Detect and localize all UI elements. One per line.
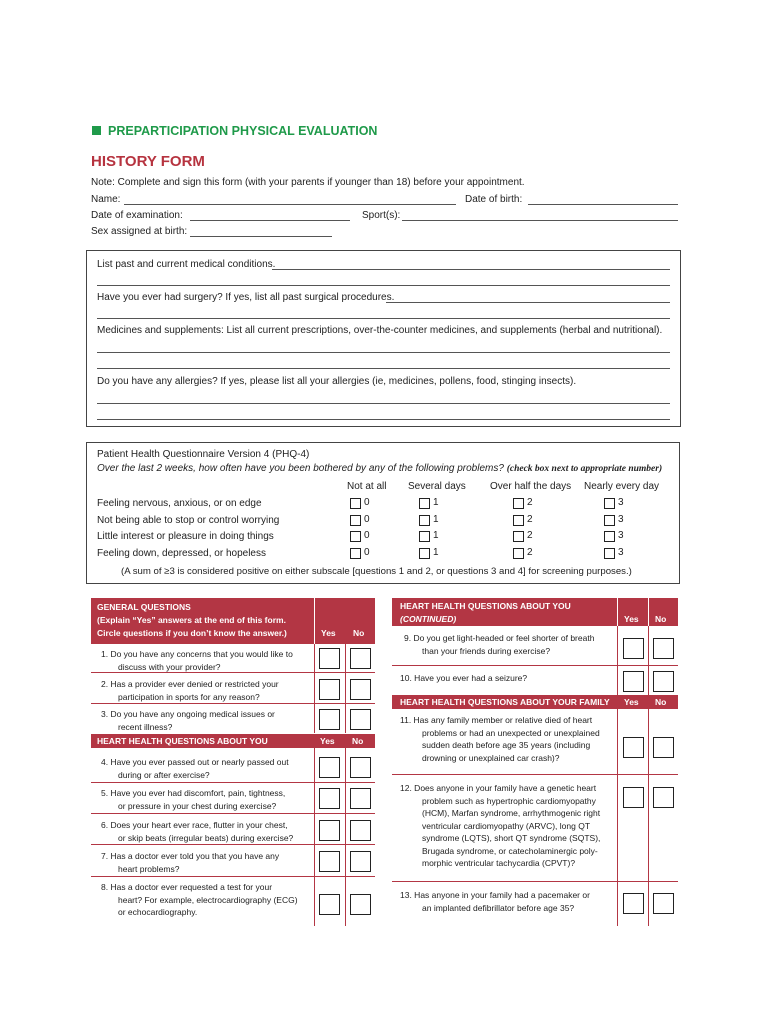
medicines-line-1[interactable] <box>97 352 670 353</box>
question-5-line-a: 5. Have you ever had discomfort, pain, tightness, <box>101 788 286 798</box>
general-questions-title: GENERAL QUESTIONS <box>97 602 191 612</box>
phq4-item-1: Feeling nervous, anxious, or on edge <box>97 498 262 509</box>
phq4-item-1-option-3[interactable] <box>604 498 615 509</box>
allergies-line-1[interactable] <box>97 403 670 404</box>
surgery-label: Have you ever had surgery? If yes, list all past surgical procedures. <box>97 292 395 303</box>
question-12-line-e: syndrome (LQTS), short QT syndrome (SQTS), <box>422 833 601 843</box>
phq4-item-3-option-1[interactable] <box>419 531 430 542</box>
question-13-line-b: an implanted defibrillator before age 35? <box>422 902 575 913</box>
general-questions-circle: Circle questions if you don’t know the answer.) <box>97 628 287 638</box>
phq4-option-label: 3 <box>618 497 624 508</box>
general-questions-table <box>91 598 375 926</box>
medicines-line-2[interactable] <box>97 368 670 369</box>
question-5-yes-checkbox[interactable] <box>319 788 340 809</box>
question-9 <box>404 632 594 657</box>
phq4-instruction: (check box next to appropriate number) <box>506 464 663 474</box>
row-divider <box>91 844 375 845</box>
question-2-line-b: participation in sports for any reason? <box>118 691 260 702</box>
question-12-no-checkbox[interactable] <box>653 787 674 808</box>
question-7-yes-checkbox[interactable] <box>319 851 340 872</box>
phq4-item-4-option-2[interactable] <box>513 548 524 559</box>
question-11-no-checkbox[interactable] <box>653 737 674 758</box>
question-11-line-c: sudden death before age 35 years (including <box>422 740 591 750</box>
row-divider <box>91 876 375 877</box>
phq4-option-label: 0 <box>364 497 370 508</box>
yes-column-header: Yes <box>624 614 639 624</box>
phq4-col-not-at-all: Not at all <box>347 481 387 492</box>
question-8-line-c: or echocardiography. <box>118 907 198 917</box>
heart-health-table <box>392 598 678 926</box>
question-8-yes-checkbox[interactable] <box>319 894 340 915</box>
question-7 <box>101 850 279 875</box>
phq4-option-label: 1 <box>433 530 439 541</box>
question-4 <box>101 756 289 781</box>
question-12-line-d: ventricular cardiomyopathy (ARVC), long QT <box>422 820 591 831</box>
phq4-option-label: 1 <box>433 497 439 508</box>
question-4-yes-checkbox[interactable] <box>319 757 340 778</box>
question-3-no-checkbox[interactable] <box>350 709 371 730</box>
exam-date-field[interactable] <box>190 220 350 221</box>
phq4-option-label: 1 <box>433 547 439 558</box>
phq4-item-1-option-0[interactable] <box>350 498 361 509</box>
question-3-line-a: 3. Do you have any ongoing medical issues or <box>101 709 275 719</box>
phq4-col-nearly-every-day: Nearly every day <box>584 481 660 492</box>
row-divider <box>392 881 678 882</box>
phq4-option-label: 3 <box>618 547 624 558</box>
phq4-item-2-option-2[interactable] <box>513 515 524 526</box>
question-12-line-f: Brugada syndrome, or catecholaminergic poly- <box>422 845 598 856</box>
phq4-option-label: 1 <box>433 514 439 525</box>
question-9-line-b: than your friends during exercise? <box>422 645 551 656</box>
surgery-line-2[interactable] <box>97 318 670 319</box>
phq4-item-4-option-3[interactable] <box>604 548 615 559</box>
heart-health-continued-label: (CONTINUED) <box>400 614 457 624</box>
column-divider <box>648 626 649 695</box>
question-6-no-checkbox[interactable] <box>350 820 371 841</box>
question-4-line-b: during or after exercise? <box>118 769 210 780</box>
heart-health-title: HEART HEALTH QUESTIONS ABOUT YOU <box>97 736 268 746</box>
question-4-line-a: 4. Have you ever passed out or nearly passed out <box>101 757 289 767</box>
phq4-prompt-text: Over the last 2 weeks, how often have you been bothered by any of the following problems? <box>97 463 504 474</box>
name-label: Name: <box>91 194 121 205</box>
medicines-label: Medicines and supplements: List all current prescriptions, over-the-counter medicines, and supplements (herbal and nutritional). <box>97 325 663 336</box>
phq4-option-label: 3 <box>618 530 624 541</box>
yes-column-header: Yes <box>624 697 639 707</box>
question-11-line-a: 11. Has any family member or relative died of heart <box>400 715 593 725</box>
question-12 <box>400 782 600 870</box>
column-divider <box>648 709 649 926</box>
question-1-line-a: 1. Do you have any concerns that you would like to <box>101 649 293 659</box>
phq4-prompt <box>97 463 662 475</box>
question-13-no-checkbox[interactable] <box>653 893 674 914</box>
section-title: PREPARTICIPATION PHYSICAL EVALUATION <box>108 124 378 138</box>
question-10-yes-checkbox[interactable] <box>623 671 644 692</box>
family-heart-health-title: HEART HEALTH QUESTIONS ABOUT YOUR FAMILY <box>400 697 610 707</box>
question-8-line-b: heart? For example, electrocardiography (ECG) <box>118 894 298 905</box>
question-2-yes-checkbox[interactable] <box>319 679 340 700</box>
question-6-line-b: or skip beats (irregular beats) during exercise? <box>118 832 294 843</box>
question-1-yes-checkbox[interactable] <box>319 648 340 669</box>
question-11-yes-checkbox[interactable] <box>623 737 644 758</box>
sports-field[interactable] <box>402 220 678 221</box>
question-7-no-checkbox[interactable] <box>350 851 371 872</box>
question-6 <box>101 819 293 844</box>
form-title: HISTORY FORM <box>91 153 205 170</box>
yes-column-header: Yes <box>321 628 336 638</box>
question-5 <box>101 787 285 812</box>
column-divider <box>617 626 618 695</box>
question-9-no-checkbox[interactable] <box>653 638 674 659</box>
question-11 <box>400 714 600 764</box>
question-12-line-c: (HCM), Marfan syndrome, arrhythmogenic right <box>422 808 601 818</box>
sports-label: Sport(s): <box>362 210 401 221</box>
no-column-header: No <box>655 614 667 624</box>
general-questions-explain: (Explain “Yes” answers at the end of this form. <box>97 615 286 625</box>
phq4-option-label: 2 <box>527 530 533 541</box>
sex-label: Sex assigned at birth: <box>91 226 188 237</box>
family-heart-health-header <box>392 695 678 709</box>
question-2 <box>101 678 279 703</box>
phq4-item-1-option-2[interactable] <box>513 498 524 509</box>
no-column-header: No <box>352 736 364 746</box>
question-2-line-a: 2. Has a provider ever denied or restricted your <box>101 679 279 689</box>
phq4-option-label: 2 <box>527 547 533 558</box>
conditions-line-2[interactable] <box>97 285 670 286</box>
conditions-label: List past and current medical conditions. <box>97 259 276 270</box>
no-column-header: No <box>655 697 667 707</box>
question-13-yes-checkbox[interactable] <box>623 893 644 914</box>
question-10-no-checkbox[interactable] <box>653 671 674 692</box>
phq4-item-4: Feeling down, depressed, or hopeless <box>97 548 266 559</box>
phq4-item-2-option-1[interactable] <box>419 515 430 526</box>
phq4-item-1-option-1[interactable] <box>419 498 430 509</box>
question-3-line-b: recent illness? <box>118 721 173 732</box>
question-9-line-a: 9. Do you get light-headed or feel shorter of breath <box>404 633 595 643</box>
section-marker-icon <box>92 126 101 135</box>
question-8 <box>101 881 298 919</box>
conditions-line-1[interactable] <box>272 269 670 270</box>
column-divider <box>314 644 315 733</box>
phq4-option-label: 0 <box>364 514 370 525</box>
phq4-item-3-option-0[interactable] <box>350 531 361 542</box>
question-10 <box>400 672 527 685</box>
exam-date-label: Date of examination: <box>91 210 183 221</box>
phq4-item-2-option-0[interactable] <box>350 515 361 526</box>
phq4-title: Patient Health Questionnaire Version 4 (PHQ-4) <box>97 449 310 460</box>
row-divider <box>392 665 678 666</box>
general-questions-header <box>91 598 375 644</box>
phq4-option-label: 3 <box>618 514 624 525</box>
question-11-line-b: problems or had an unexpected or unexplained <box>422 727 600 738</box>
yes-column-header: Yes <box>320 736 335 746</box>
phq4-option-label: 2 <box>527 514 533 525</box>
phq4-item-3-option-3[interactable] <box>604 531 615 542</box>
phq4-item-2-option-3[interactable] <box>604 515 615 526</box>
allergies-label: Do you have any allergies? If yes, please list all your allergies (ie, medicines, pollens, food, stinging insects). <box>97 376 577 387</box>
question-7-line-a: 7. Has a doctor ever told you that you have any <box>101 851 280 861</box>
medical-history-box <box>86 250 681 427</box>
question-12-line-b: problem such as hypertrophic cardiomyopathy <box>422 795 596 806</box>
allergies-line-2[interactable] <box>97 419 670 420</box>
note: Note: Complete and sign this form (with your parents if younger than 18) before your appointment. <box>91 177 525 188</box>
question-3-yes-checkbox[interactable] <box>319 709 340 730</box>
question-11-line-d: drowning or unexplained car crash)? <box>422 752 560 763</box>
phq4-item-4-option-1[interactable] <box>419 548 430 559</box>
question-5-no-checkbox[interactable] <box>350 788 371 809</box>
heart-health-continued-header <box>392 598 678 626</box>
row-divider <box>392 774 678 775</box>
phq4-col-several-days: Several days <box>408 481 466 492</box>
column-divider <box>345 748 346 926</box>
question-6-yes-checkbox[interactable] <box>319 820 340 841</box>
question-8-line-a: 8. Has a doctor ever requested a test for your <box>101 882 273 892</box>
column-divider <box>617 709 618 926</box>
heart-health-header <box>91 734 375 748</box>
phq4-item-2: Not being able to stop or control worrying <box>97 515 280 526</box>
phq4-option-label: 0 <box>364 530 370 541</box>
column-divider <box>345 644 346 733</box>
question-9-yes-checkbox[interactable] <box>623 638 644 659</box>
question-12-line-g: morphic ventricular tachycardia (CPVT)? <box>422 858 576 868</box>
question-13-line-a: 13. Has anyone in your family had a pacemaker or <box>400 890 590 900</box>
column-divider <box>314 748 315 926</box>
question-6-line-a: 6. Does your heart ever race, flutter in your chest, <box>101 820 288 830</box>
row-divider <box>91 813 375 814</box>
question-1-no-checkbox[interactable] <box>350 648 371 669</box>
phq4-item-3-option-2[interactable] <box>513 531 524 542</box>
question-13 <box>400 889 590 914</box>
name-field[interactable] <box>124 204 456 205</box>
question-10-text: 10. Have you ever had a seizure? <box>400 673 528 683</box>
phq4-item-3: Little interest or pleasure in doing things <box>97 531 274 542</box>
row-divider <box>91 703 375 704</box>
question-1 <box>101 648 293 673</box>
question-3 <box>101 708 275 733</box>
sex-field[interactable] <box>190 236 332 237</box>
question-8-no-checkbox[interactable] <box>350 894 371 915</box>
phq4-col-over-half: Over half the days <box>490 481 572 492</box>
surgery-line-1[interactable] <box>386 302 670 303</box>
dob-label: Date of birth: <box>465 194 523 205</box>
dob-field[interactable] <box>528 204 678 205</box>
no-column-header: No <box>353 628 365 638</box>
phq4-item-4-option-0[interactable] <box>350 548 361 559</box>
question-12-line-a: 12. Does anyone in your family have a genetic heart <box>400 783 597 793</box>
phq4-footnote: (A sum of ≥3 is considered positive on either subscale [questions 1 and 2, or questions 3 and 4] for screening purposes.) <box>121 566 632 577</box>
question-5-line-b: or pressure in your chest during exercise? <box>118 800 277 811</box>
question-1-line-b: discuss with your provider? <box>118 661 221 672</box>
question-4-no-checkbox[interactable] <box>350 757 371 778</box>
row-divider <box>91 782 375 783</box>
question-12-yes-checkbox[interactable] <box>623 787 644 808</box>
heart-health-continued-title: HEART HEALTH QUESTIONS ABOUT YOU <box>400 601 571 611</box>
row-divider <box>91 672 375 673</box>
question-7-line-b: heart problems? <box>118 863 180 874</box>
question-2-no-checkbox[interactable] <box>350 679 371 700</box>
phq4-option-label: 2 <box>527 497 533 508</box>
phq4-option-label: 0 <box>364 547 370 558</box>
